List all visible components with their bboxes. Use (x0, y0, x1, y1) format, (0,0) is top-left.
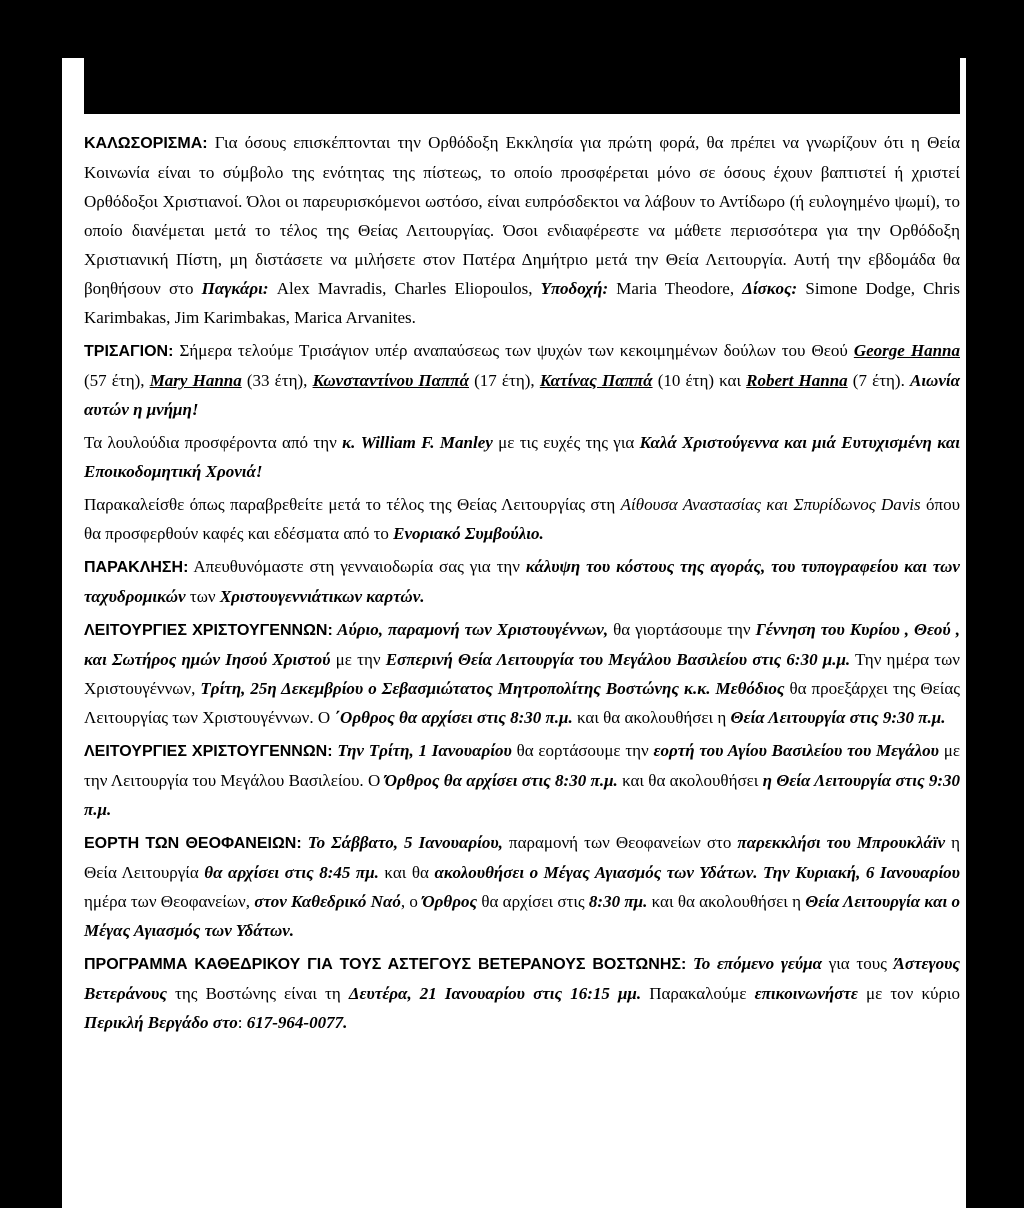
trisagion-text-6: (7 έτη). (847, 371, 910, 390)
veterans-text-5: : (237, 1013, 247, 1032)
theophany-text-7: και θα ακολουθήσει η (647, 892, 806, 911)
newyear-emphasis-1: Την Τρίτη, 1 Ιανουαρίου (332, 741, 512, 760)
theophany-text-3: και θα (378, 863, 435, 882)
flowers-text-2: με τις ευχές της για (492, 433, 640, 452)
trisagion-name-1: George Hanna (853, 341, 960, 360)
newyear-heading: ΛΕΙΤΟΥΡΓΙΕΣ ΧΡΙΣΤΟΥΓΕΝΝΩΝ: (84, 743, 333, 760)
request-emphasis-1: κάλυψη του κόστους της αγοράς, του τυπογραφείου και των ταχυδρομικών (84, 557, 960, 606)
veterans-emphasis-4: επικοινωνήστε (754, 984, 858, 1003)
trisagion-text-2: (57 έτη), (84, 371, 150, 390)
christmas-text-2: με την (330, 650, 386, 669)
welcome-heading: ΚΑΛΩΣΟΡΙΣΜΑ: (84, 135, 208, 152)
bulletin-content (84, 128, 960, 1041)
newyear-paragraph (84, 736, 960, 824)
newyear-emphasis-2: εορτή του Αγίου Βασιλείου του Μεγάλου (653, 741, 939, 760)
theophany-text-4: ημέρα των Θεοφανείων, (84, 892, 255, 911)
veterans-text-1: για τους (822, 954, 894, 973)
trisagion-text-1: Σήμερα τελούμε Τρισάγιον υπέρ αναπαύσεως των ψυχών των κεκοιμημένων δούλων του Θεού (173, 341, 854, 360)
theophany-paragraph (84, 828, 960, 945)
welcome-paragraph (84, 128, 960, 332)
veterans-text-4: με τον κύριο (857, 984, 961, 1003)
flowers-donor: κ. William F. Manley (342, 433, 493, 452)
trisagion-memory: Αιωνία αυτών η μνήμη! (84, 371, 961, 419)
request-paragraph (84, 552, 960, 611)
scan-border-left (0, 0, 62, 1208)
christmas-text-1: θα γιορτάσουμε την (608, 620, 756, 639)
christmas-emphasis-6: Θεία Λειτουργία στις 9:30 π.μ. (730, 708, 946, 727)
flowers-wishes: Καλά Χριστούγεννα και μιά Ευτυχισμένη και Εποικοδομητική Χρονιά! (84, 433, 961, 481)
christmas-emphasis-5: ΄Ορθρος θα αρχίσει στις 8:30 π.μ. (334, 708, 573, 727)
request-text-1: Απευθυνόμαστε στη γενναιοδωρία σας για την (188, 557, 526, 576)
reception-council: Ενοριακό Συμβούλιο. (393, 524, 544, 543)
trisagion-name-4: Κατίνας Παππά (539, 371, 653, 390)
christmas-text-4: θα προεξάρχει της Θείας Λειτουργίας των Χριστουγέννων. Ο (84, 679, 960, 727)
trisagion-paragraph (84, 336, 960, 424)
reception-hall: Αίθουσα Αναστασίας και Σπυρίδωνος Davis (620, 495, 921, 514)
theophany-text-2: η Θεία Λειτουργία (84, 833, 961, 882)
veterans-phone: 617-964-0077. (246, 1013, 348, 1032)
theophany-emphasis-3: θα αρχίσει στις 8:45 πμ. (204, 863, 379, 882)
christmas-emphasis-3: Εσπερινή Θεία Λειτουργία του Μεγάλου Βασιλείου στις 6:30 μ.μ. (385, 650, 851, 669)
christmas-paragraph (84, 615, 960, 732)
theophany-emphasis-6: Όρθρος (422, 892, 478, 911)
flowers-text-1: Τα λουλούδια προσφέροντα από την (84, 433, 343, 452)
christmas-emphasis-1: Αύριο, παραμονή των Χριστουγέννων, (332, 620, 609, 639)
scan-border-right (966, 0, 1024, 1208)
theophany-emphasis-1: Το Σάββατο, 5 Ιανουαρίου, (301, 833, 503, 852)
christmas-emphasis-2: Γέννηση του Κυρίου , Θεού , και Σωτήρος ημών Ιησού Χριστού (84, 620, 960, 669)
veterans-emphasis-1: Το επόμενο γεύμα (686, 954, 823, 973)
newyear-text-1: θα εορτάσουμε την (511, 741, 654, 760)
trisagion-text-5: (10 έτη) και (652, 371, 747, 390)
theophany-emphasis-4: ακολουθήσει ο Μέγας Αγιασμός των Υδάτων. Την Κυριακή, 6 Ιανουαρίου (434, 863, 960, 882)
christmas-heading: ΛΕΙΤΟΥΡΓΙΕΣ ΧΡΙΣΤΟΥΓΕΝΝΩΝ: (84, 622, 333, 639)
newyear-emphasis-4: η Θεία Λειτουργία στις 9:30 π.μ. (84, 771, 961, 819)
theophany-text-1: παραμονή των Θεοφανείων στο (502, 833, 738, 852)
request-heading: ΠΑΡΑΚΛΗΣΗ: (84, 559, 189, 576)
trisagion-name-2: Mary Hanna (149, 371, 242, 390)
trisagion-text-3: (33 έτη), (241, 371, 313, 390)
flowers-paragraph (84, 428, 960, 486)
veterans-emphasis-2: Άστεγους Βετεράνους (84, 954, 960, 1003)
welcome-label-pangari: Παγκάρι: (201, 279, 269, 298)
veterans-heading: ΠΡΟΓΡΑΜΜΑ ΚΑΘΕΔΡΙΚΟΥ ΓΙΑ ΤΟΥΣ ΑΣΤΕΓΟΥΣ ΒΕΤΕΡΑΝΟΥΣ ΒΟΣΤΩΝΗΣ: (84, 956, 687, 973)
newyear-text-2: με την Λειτουργία του Μεγάλου Βασιλείου. Ο (84, 741, 960, 790)
scan-border-top (0, 0, 1024, 58)
header-bar (84, 58, 960, 114)
welcome-text-3: Maria Theodore, (608, 279, 743, 298)
trisagion-heading: ΤΡΙΣΑΓΙΟΝ: (84, 343, 174, 360)
newyear-text-3: και θα ακολουθήσει (617, 771, 763, 790)
theophany-heading: ΕΟΡΤΗ ΤΩΝ ΘΕΟΦΑΝΕΙΩΝ: (84, 835, 302, 852)
reception-text-1: Παρακαλείσθε όπως παραβρεθείτε μετά το τέλος της Θείας Λειτουργίας στη (84, 495, 621, 514)
request-text-2: των (185, 587, 220, 606)
welcome-label-ypodochi: Υποδοχή: (540, 279, 609, 298)
reception-text-2: όπου θα προσφερθούν καφές και εδέσματα από το (84, 495, 960, 543)
veterans-paragraph (84, 949, 960, 1037)
reception-paragraph (84, 490, 960, 548)
veterans-text-3: Παρακαλούμε (641, 984, 755, 1003)
veterans-emphasis-5: Περικλή Βεργάδο στο (84, 1013, 238, 1032)
request-emphasis-2: Χριστουγεννιάτικων καρτών. (219, 587, 425, 606)
theophany-emphasis-8: Θεία Λειτουργία και ο Μέγας Αγιασμός των Υδάτων. (84, 892, 960, 940)
veterans-text-2: της Βοστώνης είναι τη (166, 984, 349, 1003)
welcome-text-4: Simone Dodge, Chris Karimbakas, Jim Karimbakas, Marica Arvanites. (84, 279, 961, 327)
veterans-emphasis-3: Δευτέρα, 21 Ιανουαρίου στις 16:15 μμ. (348, 984, 642, 1003)
christmas-text-3: Την ημέρα των Χριστουγέννων, (84, 650, 960, 698)
newyear-emphasis-3: Όρθρος θα αρχίσει στις 8:30 π.μ. (384, 771, 618, 790)
theophany-emphasis-5: στον Καθεδρικό Ναό (254, 892, 401, 911)
trisagion-name-5: Robert Hanna (746, 371, 848, 390)
welcome-text-2: Alex Mavradis, Charles Eliopoulos, (268, 279, 541, 298)
theophany-text-6: θα αρχίσει στις (477, 892, 589, 911)
welcome-text-1: Για όσους επισκέπτονται την Ορθόδοξη Εκκλησία για πρώτη φορά, θα πρέπει να γνωρίζουν ότι η Θεία Κοινωνία είναι το σύμβολο της ενότητας της πίστεως, το οποίο προσφέρεται μόνο σε όσους έχουν βαπτιστεί ή χριστεί Ορθόδοξοι Χριστιανοί. Όλοι οι παρευρισκόμενοι ωστόσο, είναι ευπρόσδεκτοι να λάβουν το Αντίδωρο (ή ευλογημένο ψωμί), το οποίο διανέμεται μετά το τέλος της Θείας Λειτουργίας. Όσοι ενδιαφέρεστε να μάθετε περισσότερα για την Ορθόδοξη Χριστιανική Πίστη, μη διστάσετε να μιλήσετε στον Πατέρα Δημήτριο μετά την Θεία Λειτουργία. Αυτή την εβδομάδα θα βοηθήσουν στο (84, 133, 960, 298)
trisagion-name-3: Κωνσταντίνου Παππά (312, 371, 469, 390)
trisagion-text-4: (17 έτη), (469, 371, 540, 390)
welcome-label-diskos: Δίσκος: (742, 279, 798, 298)
christmas-text-5: και θα ακολουθήσει η (572, 708, 731, 727)
theophany-emphasis-7: 8:30 πμ. (588, 892, 648, 911)
theophany-emphasis-2: παρεκκλήσι του Μπρουκλάϊν (737, 833, 946, 852)
christmas-emphasis-4: Τρίτη, 25η Δεκεμβρίου ο Σεβασμιώτατος Μητροπολίτης Βοστώνης κ.κ. Μεθόδιος (200, 679, 785, 698)
theophany-text-5: , ο (400, 892, 423, 911)
